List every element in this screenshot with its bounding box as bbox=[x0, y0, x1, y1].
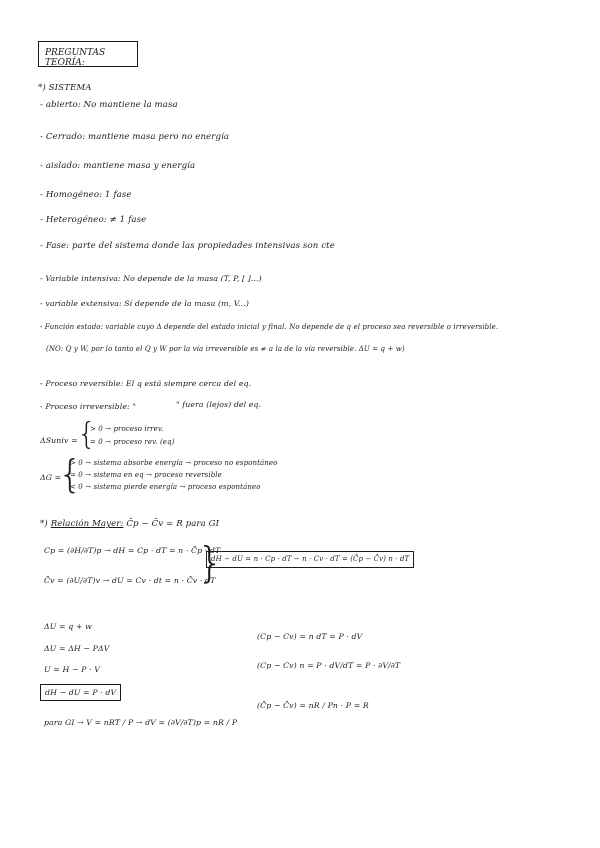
mayer-heading-rest: C̄p − C̄v = R para GI bbox=[126, 519, 220, 529]
du-h-pv: ΔU = ΔH − PΔV bbox=[44, 644, 110, 653]
suniv-case-2: = 0 → proceso rev. (eq) bbox=[90, 438, 175, 446]
g-case-2: = 0 → sistema en eq → proceso reversible bbox=[70, 471, 222, 479]
mayer-step-1: (Cp − Cv) = n dT = P · dV bbox=[257, 632, 363, 641]
suniv-case-1: > 0 → proceso irrev. bbox=[90, 425, 164, 433]
homogeneo-line: - Homogéneo: 1 fase bbox=[40, 190, 132, 200]
mayer-step-2: (Cp − Cv) n = P · dV/dT = P · ∂V/∂T bbox=[257, 661, 401, 670]
suniv-brace: { bbox=[77, 417, 97, 452]
extensiva-line: - variable extensiva: Sí depende de la masa (m, V...) bbox=[40, 299, 249, 308]
mayer-step-3: (C̄p − C̄v) = nR / Pn · P = R bbox=[257, 701, 369, 710]
suniv-label: ΔSuniv = bbox=[40, 436, 78, 445]
g-label: ΔG = bbox=[40, 473, 62, 482]
cerrado-line: - Cerrado: mantiene masa pero no energía bbox=[40, 132, 230, 142]
cv-equation: C̄v = (∂U/∂T)v → dU = Cv · dt = n · C̄v · dT bbox=[44, 576, 216, 585]
aislado-line: - aislado: mantiene masa y energía bbox=[40, 161, 196, 171]
title-box bbox=[38, 41, 138, 67]
page-title: PREGUNTAS TEORÍA: bbox=[45, 48, 106, 68]
mayer-heading bbox=[40, 519, 219, 530]
funcion-estado-line-1: - Función estado: variable cuyo Δ depende del estado inicial y final. No depende de q el proceso sea reversible o irreversible. bbox=[40, 323, 499, 331]
dh-du-box: dH − dU = P · dV bbox=[40, 684, 121, 701]
g-brace: { bbox=[58, 452, 83, 496]
reversible-line: - Proceso reversible: El q está siempre cerca del eq. bbox=[40, 379, 252, 388]
mayer-brace: } bbox=[197, 538, 224, 587]
u-h-pv: U = H − P · V bbox=[44, 665, 100, 674]
mayer-heading-prefix: *) bbox=[40, 519, 48, 529]
cp-equation: Cp = (∂H/∂T)p → dH = Cp · dT = n · C̄p · dT bbox=[44, 546, 221, 555]
heterogeneo-line: - Heterogéneo: ≠ 1 fase bbox=[40, 215, 147, 225]
abierto-line: - abierto: No mantiene la masa bbox=[40, 100, 178, 110]
mayer-result-box: dH − dU = n · Cp · dT − n · Cv · dT = (C̄p − C̄v) n · dT bbox=[206, 551, 414, 568]
irreversible-line-a: - Proceso irreversible: " bbox=[40, 402, 137, 411]
du-q-w: ΔU = q + w bbox=[44, 622, 92, 631]
g-case-3: < 0 → sistema pierde energía → proceso espontáneo bbox=[70, 483, 261, 491]
gi-equation: para GI → V = nRT / P → dV = (∂V/∂T)p = nR / P bbox=[44, 718, 238, 727]
mayer-heading-underlined: Relación Mayer: bbox=[50, 519, 124, 529]
sistema-heading: *) SISTEMA bbox=[38, 83, 92, 93]
irreversible-line-b: " fuera (lejos) del eq. bbox=[176, 400, 262, 409]
g-case-1: > 0 → sistema absorbe energía → proceso no espontáneo bbox=[70, 459, 278, 467]
fase-line: - Fase: parte del sistema donde las propiedades intensivas son cte bbox=[40, 241, 335, 251]
funcion-estado-line-2: (NO: Q y W, por lo tanto el Q y W por la vía irreversible es ≠ a la de la vía reversible. ΔU = q + w) bbox=[46, 345, 405, 353]
intensiva-line: - Variable intensiva: No depende de la masa (T, P, [ ]...) bbox=[40, 274, 262, 283]
